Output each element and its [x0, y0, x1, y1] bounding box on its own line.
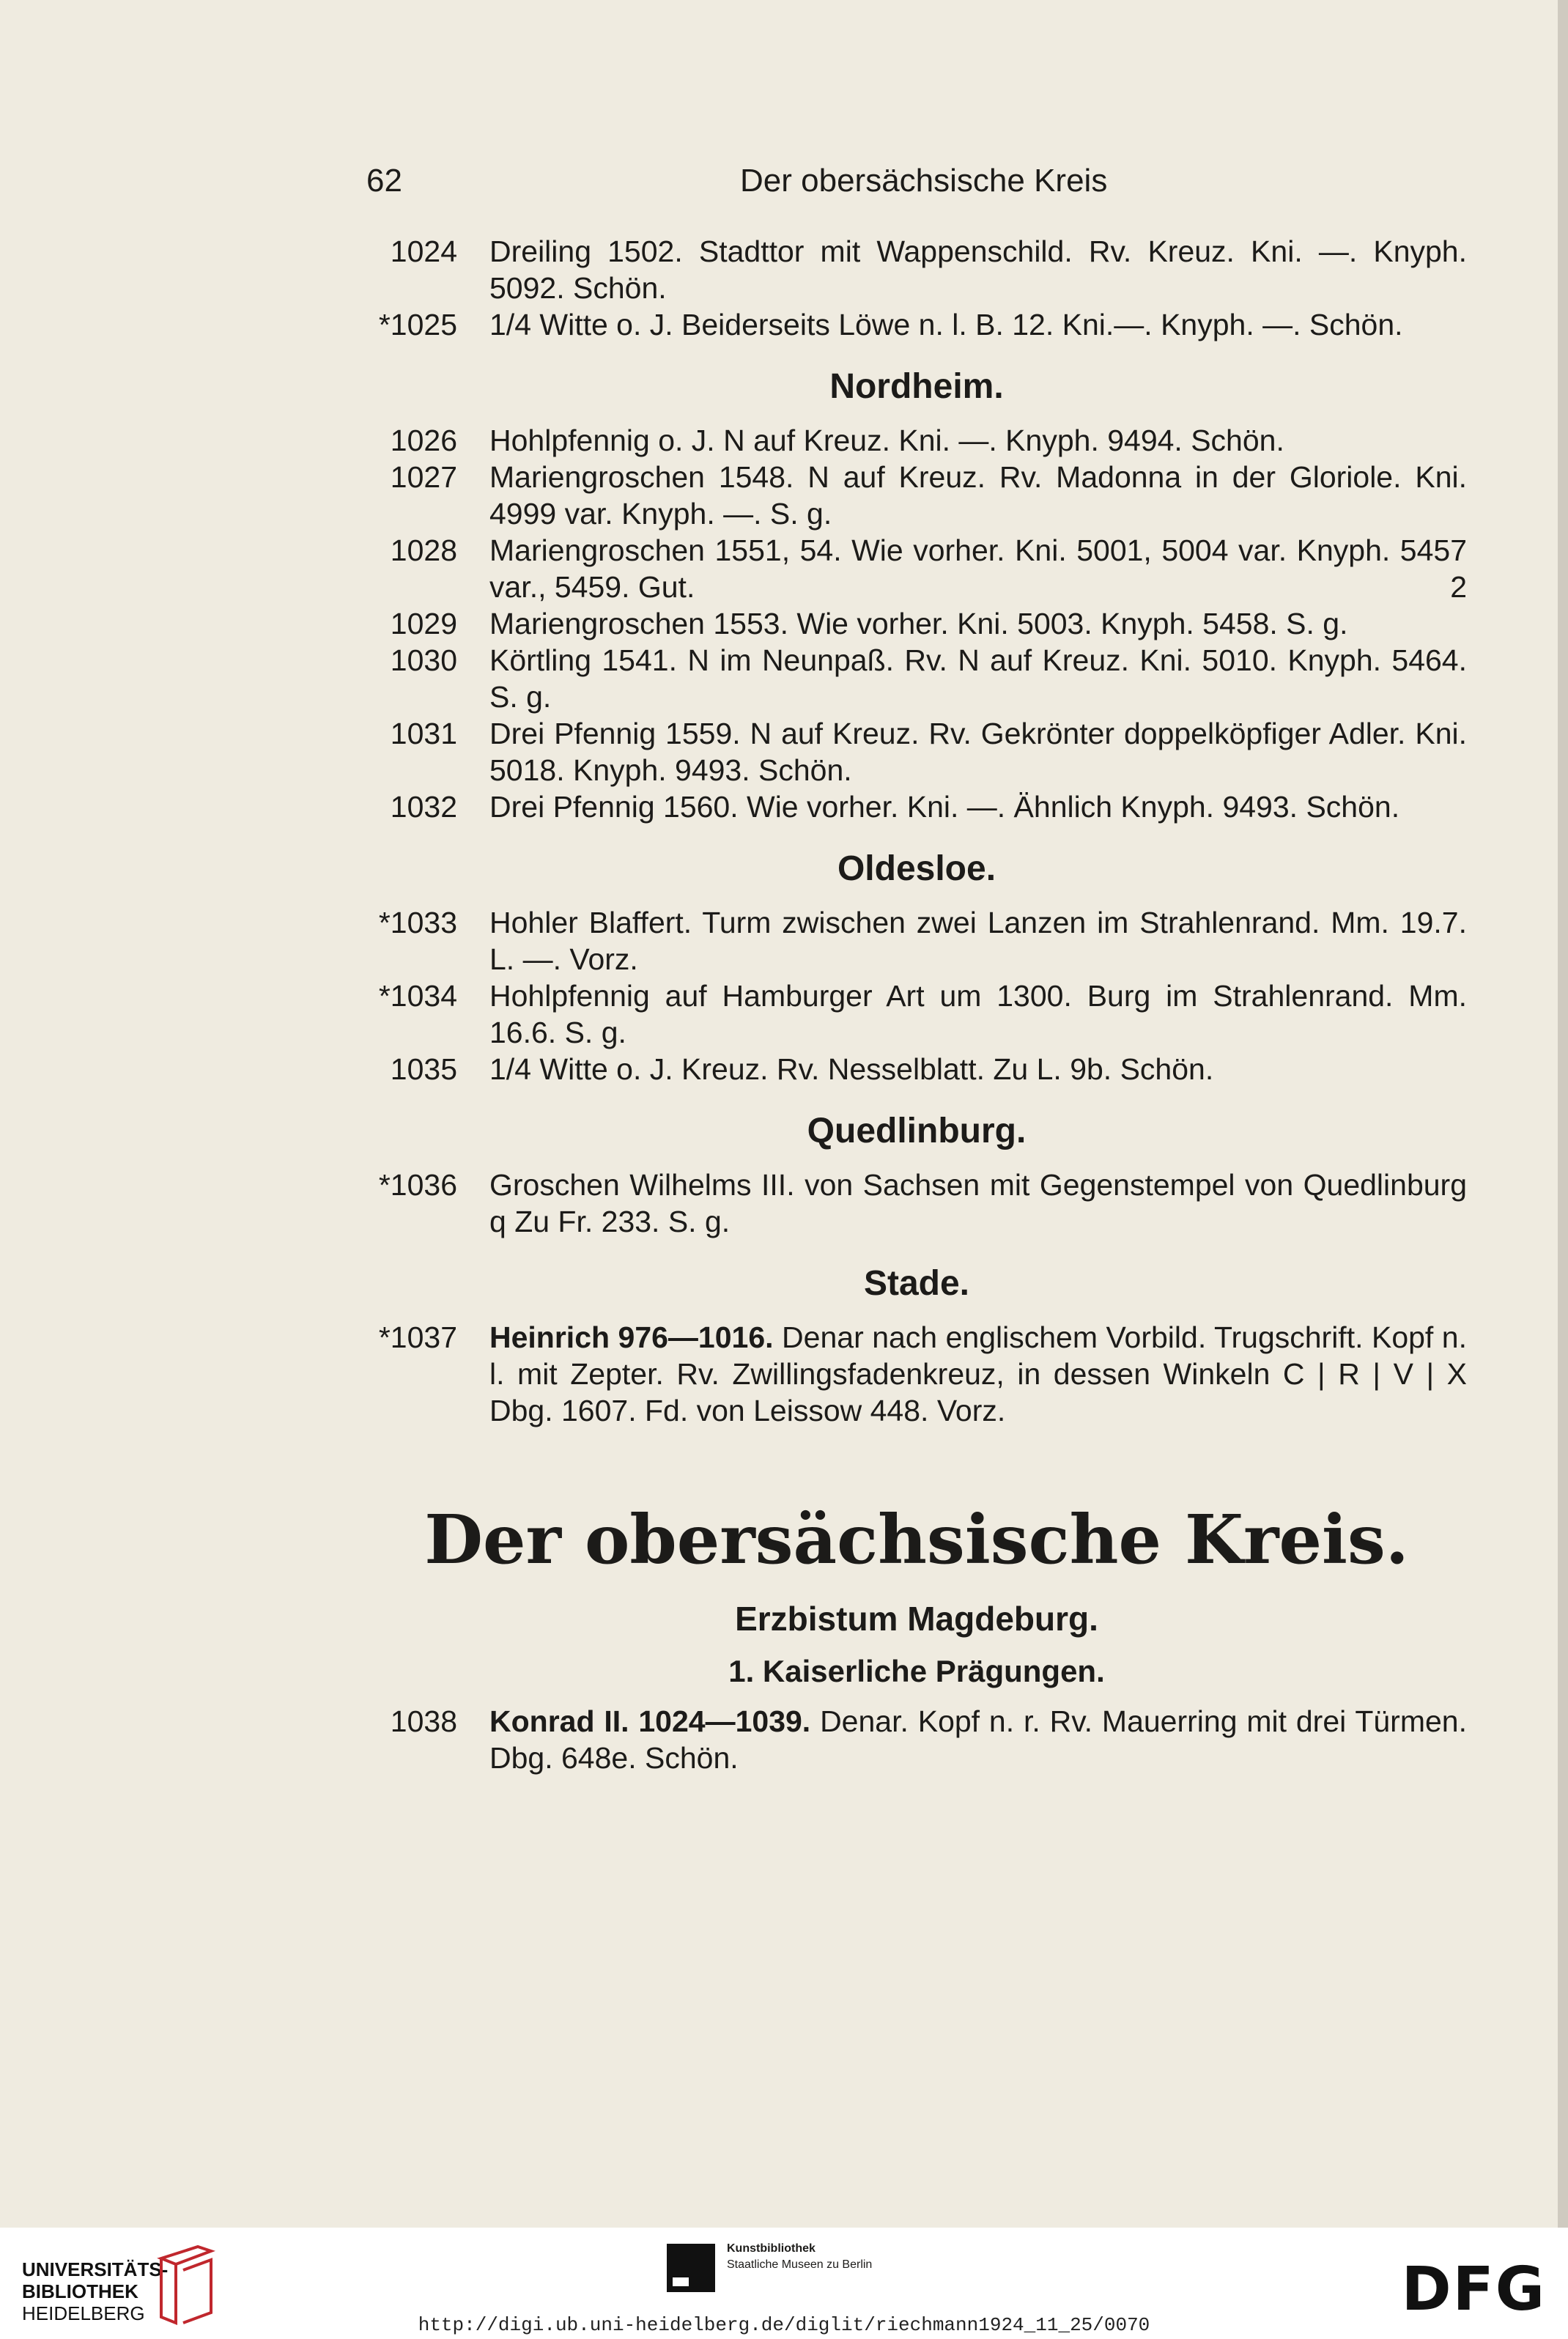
- entries-group: [366, 422, 1467, 825]
- page-edge: [1558, 0, 1568, 2228]
- ub-logo-line2: BIBLIOTHEK: [22, 2280, 138, 2302]
- entries-group: [366, 1167, 1467, 1240]
- entry-text: [489, 1319, 1467, 1429]
- catalog-entry: [366, 532, 1467, 605]
- entry-number: 1026: [390, 424, 457, 457]
- entry-text: [489, 605, 1467, 642]
- heading-quedlinburg: Quedlinburg.: [807, 1112, 1027, 1150]
- viewer-footer: [0, 2228, 1568, 2339]
- entry-description: Denar. Kopf n. r. Rv. Mauerring mit drei Türmen. Dbg. 648e. Schön.: [489, 1704, 1467, 1775]
- entry-description: Mariengroschen 1548. N auf Kreuz. Rv. Madonna in der Gloriole. Kni. 4999 var. Knyph. —. S. g.: [489, 460, 1467, 531]
- subheading-archbishopric: Erzbistum Magdeburg.: [735, 1600, 1098, 1638]
- entry-number: *1037: [378, 1320, 457, 1354]
- entry-text: [489, 1051, 1467, 1087]
- catalog-entry: [366, 605, 1467, 642]
- entry-ruler: Konrad II. 1024—1039.: [489, 1704, 811, 1738]
- entry-number: 1030: [390, 643, 457, 677]
- catalog-entry: [366, 459, 1467, 532]
- entry-description: Hohler Blaffert. Turm zwischen zwei Lanzen im Strahlenrand. Mm. 19.7. L. —. Vorz.: [489, 906, 1467, 976]
- entry-description: Denar nach englischem Vorbild. Trugschrift. Kopf n. l. mit Zepter. Rv. Zwillingsfadenkreuz, in dessen Winkeln C | R | V | X Dbg. 1607. Fd. von Leissow 448. Vorz.: [489, 1320, 1467, 1427]
- catalog-entry: [366, 306, 1467, 343]
- entries-group: [366, 233, 1467, 343]
- catalog-entry: [366, 233, 1467, 306]
- entry-text: [489, 532, 1467, 605]
- catalog-entry: [366, 788, 1467, 825]
- entry-text: [489, 642, 1467, 715]
- entry-description: Groschen Wilhelms III. von Sachsen mit Gegenstempel von Quedlinburg q Zu Fr. 233. S. g.: [489, 1168, 1467, 1238]
- entry-text: [489, 459, 1467, 532]
- entry-number: *1034: [378, 979, 457, 1013]
- kunstbibliothek-logo-icon: [667, 2244, 715, 2292]
- catalog-entry: [366, 1319, 1467, 1429]
- catalog-entry: [366, 715, 1467, 788]
- ub-logo-line3: HEIDELBERG: [22, 2302, 145, 2324]
- section-title: Der obersächsische Kreis.: [424, 1500, 1409, 1579]
- entry-number: *1036: [378, 1168, 457, 1202]
- entry-description: 1/4 Witte o. J. Beiderseits Löwe n. l. B. 12. Kni.—. Knyph. —. Schön.: [489, 308, 1403, 341]
- heading-nordheim: Nordheim.: [829, 367, 1004, 406]
- entry-number: 1028: [390, 533, 457, 567]
- entry-number: 1031: [390, 717, 457, 750]
- entry-text: [489, 978, 1467, 1051]
- catalog-entry: [366, 1167, 1467, 1240]
- permalink-url[interactable]: http://digi.ub.uni-heidelberg.de/diglit/riechmann1924_11_25/0070: [418, 2314, 1150, 2336]
- entry-number: 1029: [390, 607, 457, 640]
- heading-oldesloe: Oldesloe.: [837, 849, 996, 888]
- entry-description: Mariengroschen 1553. Wie vorher. Kni. 5003. Knyph. 5458. S. g.: [489, 607, 1348, 640]
- kunstbibliothek-text: [727, 2241, 872, 2273]
- entry-description: Drei Pfennig 1559. N auf Kreuz. Rv. Gekrönter doppelköpfiger Adler. Kni. 5018. Knyph. 9493. Schön.: [489, 717, 1467, 787]
- entry-number: *1033: [378, 906, 457, 939]
- kunstbibliothek-name: Kunstbibliothek: [727, 2242, 816, 2255]
- entry-description: Drei Pfennig 1560. Wie vorher. Kni. —. Ähnlich Knyph. 9493. Schön.: [489, 790, 1400, 824]
- entry-description: 1/4 Witte o. J. Kreuz. Rv. Nesselblatt. Zu L. 9b. Schön.: [489, 1052, 1214, 1086]
- entry-number: 1038: [390, 1704, 457, 1738]
- page-number: 62: [366, 163, 402, 199]
- entry-text: [489, 715, 1467, 788]
- entry-text: [489, 306, 1467, 343]
- entry-number: 1024: [390, 234, 457, 268]
- entry-ruler: Heinrich 976—1016.: [489, 1320, 774, 1354]
- entry-text: [489, 1167, 1467, 1240]
- entry-description: Hohlpfennig auf Hamburger Art um 1300. Burg im Strahlenrand. Mm. 16.6. S. g.: [489, 979, 1467, 1049]
- entry-description: Hohlpfennig o. J. N auf Kreuz. Kni. —. Knyph. 9494. Schön.: [489, 424, 1284, 457]
- entry-text: [489, 788, 1467, 825]
- entry-description: Mariengroschen 1551, 54. Wie vorher. Kni. 5001, 5004 var. Knyph. 5457 var., 5459. Gut.: [489, 533, 1467, 604]
- catalog-entry: [366, 1703, 1467, 1776]
- entries-group: [366, 904, 1467, 1087]
- catalog-entry: [366, 642, 1467, 715]
- catalog-entry: [366, 422, 1467, 459]
- dfg-logo[interactable]: DFG: [1401, 2255, 1546, 2324]
- entry-text: [489, 422, 1467, 459]
- entry-number: 1027: [390, 460, 457, 494]
- catalog-entry: [366, 978, 1467, 1051]
- entry-number: *1025: [378, 308, 457, 341]
- heading-stade: Stade.: [863, 1264, 970, 1303]
- entry-text: [489, 233, 1467, 306]
- catalog-entry: [366, 904, 1467, 978]
- ub-logo-line1: UNIVERSITÄTS-: [22, 2258, 169, 2280]
- running-title: Der obersächsische Kreis: [740, 163, 1108, 199]
- entry-text: [489, 904, 1467, 978]
- kunstbibliothek-affiliation: Staatliche Museen zu Berlin: [727, 2258, 873, 2271]
- catalog-content: [366, 233, 1467, 1776]
- entry-text: [489, 1703, 1467, 1776]
- entry-price: 2: [1450, 570, 1467, 604]
- catalog-entry: [366, 1051, 1467, 1087]
- entry-description: Körtling 1541. N im Neunpaß. Rv. N auf Kreuz. Kni. 5010. Knyph. 5464. S. g.: [489, 643, 1467, 714]
- subheading-imperial-coinage: 1. Kaiserliche Prägungen.: [728, 1654, 1105, 1688]
- running-header: [366, 163, 1465, 207]
- entry-number: 1032: [390, 790, 457, 824]
- entry-description: Dreiling 1502. Stadttor mit Wappenschild. Rv. Kreuz. Kni. —. Knyph. 5092. Schön.: [489, 234, 1467, 305]
- entry-number: 1035: [390, 1052, 457, 1086]
